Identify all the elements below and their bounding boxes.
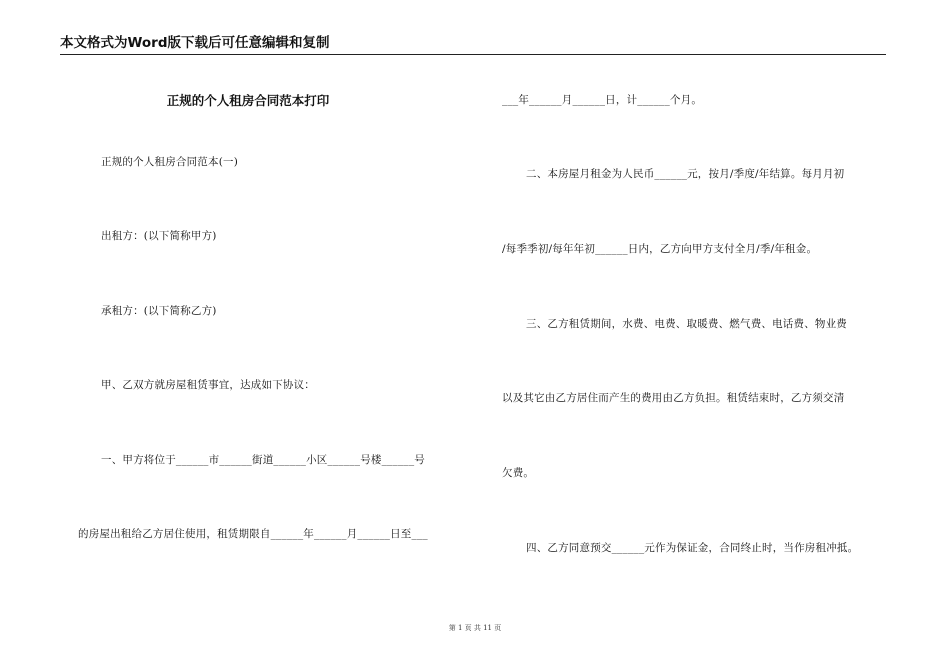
paragraph-agreement-intro: 甲、乙双方就房屋租赁事宜，达成如下协议： <box>101 379 315 391</box>
paragraph-contract-heading: 正规的个人租房合同范本(一) <box>101 156 238 168</box>
paragraph-clause-2-line-2: /每季季初/每年年初______日内，乙方向甲方支付全月/季/年租金。 <box>502 243 818 255</box>
paragraph-clause-3-line-2: 以及其它由乙方居住而产生的费用由乙方负担。租赁结束时，乙方须交清 <box>502 392 845 404</box>
paragraph-lessor: 出租方：(以下简称甲方) <box>101 230 217 242</box>
paragraph-clause-2-line-1: 二、本房屋月租金为人民币______元，按月/季度/年结算。每月月初 <box>526 168 845 180</box>
document-title: 正规的个人租房合同范本打印 <box>166 93 330 108</box>
header-text: 本文格式为Word版下载后可任意编辑和复制 <box>60 35 330 51</box>
paragraph-clause-4-line-1: 四、乙方同意预交______元作为保证金，合同终止时，当作房租冲抵。 <box>526 542 859 554</box>
paragraph-clause-1-line-3: ___年______月______日，计______个月。 <box>502 94 703 106</box>
page-number-footer: 第 1 页 共 11 页 <box>448 624 502 632</box>
paragraph-clause-1-line-1: 一、甲方将位于______市______街道______小区______号楼______号 <box>101 454 425 466</box>
paragraph-clause-1-line-2: 的房屋出租给乙方居住使用，租赁期限自______年______月______日至___ <box>78 528 428 540</box>
paragraph-lessee: 承租方：(以下简称乙方) <box>101 305 217 317</box>
paragraph-clause-3-line-1: 三、乙方租赁期间，水费、电费、取暖费、燃气费、电话费、物业费 <box>526 318 847 330</box>
paragraph-clause-3-line-3: 欠费。 <box>502 467 535 479</box>
page-header <box>60 34 886 55</box>
